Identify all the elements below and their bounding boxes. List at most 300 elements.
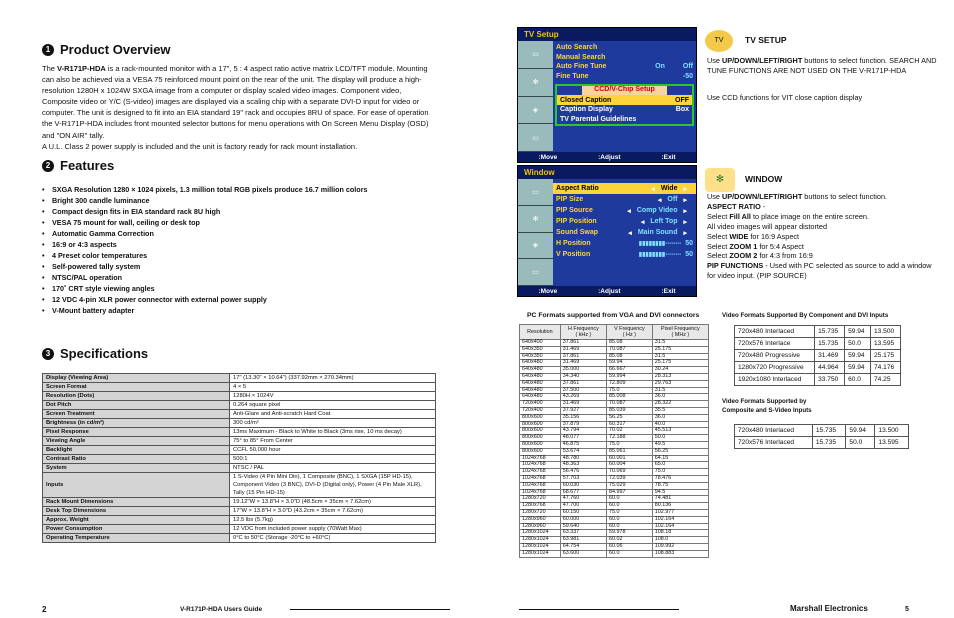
table-row bbox=[43, 437, 436, 446]
section-title: Product Overview bbox=[60, 42, 171, 57]
table-cell: 109.992 bbox=[652, 543, 708, 550]
table-cell: 47.700 bbox=[560, 503, 606, 510]
feature-item: • 170˚ CRT style viewing angles bbox=[42, 283, 442, 294]
table-cell: 44.964 bbox=[815, 362, 845, 374]
spec-value: 1280H × 1024V bbox=[230, 392, 436, 401]
spec-label: Screen Format bbox=[43, 383, 230, 392]
table-cell: 70.087 bbox=[606, 401, 652, 408]
spec-value: 0.264 square pixel bbox=[230, 401, 436, 410]
table-cell: 75.0 bbox=[606, 509, 652, 516]
menu-label: Auto Fine Tune bbox=[556, 63, 607, 71]
table-cell: 60.0 bbox=[845, 374, 871, 386]
table-cell: 56.25 bbox=[652, 448, 708, 455]
spec-value: 0°C to 50°C (Storage -20°C to +60°C) bbox=[230, 534, 436, 543]
table-cell: 85.08 bbox=[606, 340, 652, 347]
table-row bbox=[43, 473, 436, 498]
table-cell: 1280x1024 bbox=[520, 537, 561, 544]
column-header: H Frequency ( kHz ) bbox=[560, 325, 606, 340]
column-header: Resolution bbox=[520, 325, 561, 340]
table-cell: 37.879 bbox=[560, 421, 606, 428]
menu-row bbox=[557, 105, 692, 115]
table-cell: 1024x768 bbox=[520, 475, 561, 482]
tv-setup-text: Use UP/DOWN/LEFT/RIGHT buttons to select function. SEARCH AND TUNE FUNCTIONS ARE NOT USED ON THE V-R171P-HDA bbox=[707, 56, 937, 75]
menu-value: OFF bbox=[675, 96, 689, 104]
window-heading: WINDOW bbox=[745, 174, 783, 184]
table-cell: 60.0 bbox=[606, 523, 652, 530]
footer-hint: :Adjust bbox=[598, 288, 621, 295]
arrow-left-icon: ◂ bbox=[640, 218, 645, 226]
specifications-table bbox=[42, 373, 436, 543]
table-cell: 1280x720 Progressive bbox=[735, 362, 815, 374]
table-row bbox=[520, 482, 709, 489]
table-cell: 72.039 bbox=[606, 475, 652, 482]
menu-value: Off bbox=[682, 63, 693, 71]
table-cell: 45.513 bbox=[652, 428, 708, 435]
spec-value: 17"W × 13.8"H × 3.0"D (43.2cm × 35cm × 7.62cm) bbox=[230, 507, 436, 516]
menu-label: Fine Tune bbox=[556, 73, 589, 81]
table-cell: 13.500 bbox=[875, 425, 909, 437]
table-row bbox=[735, 326, 901, 338]
table-cell: 70.02 bbox=[606, 428, 652, 435]
table-cell: 60.02 bbox=[606, 537, 652, 544]
spec-label: System bbox=[43, 464, 230, 473]
menu-row bbox=[553, 205, 696, 216]
section-product-overview bbox=[42, 42, 171, 57]
table-cell: 640x480 bbox=[520, 387, 561, 394]
spec-value: 19.12"W × 13.8"H × 3.0"D (48.5cm × 35cm × 7.62cm) bbox=[230, 498, 436, 507]
table-cell: 64.15 bbox=[652, 455, 708, 462]
table-cell: 1024x768 bbox=[520, 455, 561, 462]
table-cell: 640x480 bbox=[520, 373, 561, 380]
footer-rule bbox=[290, 609, 450, 610]
table-cell: 60.06 bbox=[606, 543, 652, 550]
table-cell: 800x600 bbox=[520, 421, 561, 428]
table-cell: 46.875 bbox=[560, 441, 606, 448]
table-cell: 59.94 bbox=[845, 350, 871, 362]
tv-icon: ▭ bbox=[518, 124, 553, 152]
menu-value: On bbox=[655, 63, 665, 71]
table-cell: 40.0 bbox=[652, 421, 708, 428]
table-cell: 75.0 bbox=[652, 469, 708, 476]
table-row bbox=[43, 498, 436, 507]
feature-item: • Bright 300 candle luminance bbox=[42, 195, 442, 206]
table-row bbox=[43, 464, 436, 473]
table-cell: 1024x768 bbox=[520, 489, 561, 496]
table-cell: 13.595 bbox=[871, 338, 901, 350]
table-cell: 59.94 bbox=[845, 362, 871, 374]
table-cell: 1280x720 bbox=[520, 496, 561, 503]
table-cell: 72.809 bbox=[606, 380, 652, 387]
spec-label: Backlight bbox=[43, 446, 230, 455]
menu-row bbox=[553, 43, 696, 53]
menu-value: 50 bbox=[685, 251, 693, 258]
menu-icon-column bbox=[518, 179, 553, 286]
table-cell: 66.667 bbox=[606, 367, 652, 374]
arrow-left-icon: ◂ bbox=[651, 185, 655, 193]
menu-row bbox=[553, 194, 696, 205]
table-row bbox=[520, 516, 709, 523]
table-cell: 1280x768 bbox=[520, 503, 561, 510]
table-cell: 13.595 bbox=[875, 437, 909, 449]
table-cell: 74.176 bbox=[871, 362, 901, 374]
features-list bbox=[42, 184, 442, 316]
table-row bbox=[43, 507, 436, 516]
spec-label: Operating Temperature bbox=[43, 534, 230, 543]
table-cell: 75.0 bbox=[606, 441, 652, 448]
table-row bbox=[735, 350, 901, 362]
spec-value: Anti-Glare and Anti-scratch Hard Coat bbox=[230, 410, 436, 419]
spec-value: CCFL 50,000 hour bbox=[230, 446, 436, 455]
table-cell: 25.175 bbox=[871, 350, 901, 362]
table-cell: 50.0 bbox=[845, 338, 871, 350]
feature-item: • Compact design fits in EIA standard rack 8U high bbox=[42, 206, 442, 217]
table-cell: 720x480 Interlaced bbox=[735, 326, 815, 338]
table-cell: 63.337 bbox=[560, 530, 606, 537]
spec-label: Dot Pitch bbox=[43, 401, 230, 410]
menu-value: Comp Video bbox=[636, 207, 678, 214]
menu-value: Main Sound bbox=[637, 229, 678, 236]
table-cell: 25.175 bbox=[652, 346, 708, 353]
spec-label: Desk Top Dimensions bbox=[43, 507, 230, 516]
table-row bbox=[520, 550, 709, 557]
column-header: V Frequency ( Hz ) bbox=[606, 325, 652, 340]
table-cell: 60.000 bbox=[560, 516, 606, 523]
feature-item: • VESA 75 mount for wall, ceiling or desk top bbox=[42, 217, 442, 228]
table-cell: 720x400 bbox=[520, 401, 561, 408]
table-row bbox=[43, 428, 436, 437]
menu-value: Off bbox=[667, 196, 678, 203]
section-title: Specifications bbox=[60, 346, 149, 361]
table-cell: 36.0 bbox=[652, 394, 708, 401]
table-cell: 800x600 bbox=[520, 428, 561, 435]
arrow-left-icon: ◂ bbox=[628, 229, 632, 237]
table-row bbox=[735, 362, 901, 374]
table-cell: 800x600 bbox=[520, 441, 561, 448]
menu-value: Box bbox=[675, 106, 689, 114]
footer-hint: :Move bbox=[538, 288, 558, 295]
spec-value: 13ms Maximum - Black to White to Black (3ms rise, 10 ms decay) bbox=[230, 428, 436, 437]
menu-row bbox=[553, 216, 696, 227]
table-cell: 13.500 bbox=[871, 326, 901, 338]
table-cell: 59.94 bbox=[846, 425, 875, 437]
table-cell: 50.0 bbox=[652, 435, 708, 442]
table-cell: 800x600 bbox=[520, 414, 561, 421]
window-text: Use UP/DOWN/LEFT/RIGHT buttons to select function. ASPECT RATIO - Select Fill All to place image on the entire screen. All video images will appear distorted Select WIDE for 16:9 Aspect Select ZOOM 1 for 5:4 Aspect Select ZOOM 2 for 4:3 from 16:9 PIP FUNCTIONS - Used with PC selected as source to add a window for video input. (PIP SOURCE) bbox=[707, 192, 932, 281]
window-screen bbox=[517, 165, 697, 297]
table-row bbox=[43, 374, 436, 383]
table-cell: 640x480 bbox=[520, 380, 561, 387]
settings-icon: ◈ bbox=[518, 97, 553, 125]
table-cell: 60.317 bbox=[606, 421, 652, 428]
tv-setup-screen bbox=[517, 27, 697, 163]
table-cell: 35.156 bbox=[560, 414, 606, 421]
column-header: Pixel Frequency ( MHz ) bbox=[652, 325, 708, 340]
tv-icon: ▭ bbox=[518, 179, 553, 206]
table-cell: 43.794 bbox=[560, 428, 606, 435]
table-cell: 28.322 bbox=[652, 401, 708, 408]
table-cell: 60.004 bbox=[606, 462, 652, 469]
table-cell: 1280x1024 bbox=[520, 550, 561, 557]
table-cell: 1280x1024 bbox=[520, 543, 561, 550]
menu-row bbox=[557, 95, 692, 105]
feature-item: • Automatic Gamma Correction bbox=[42, 228, 442, 239]
table-row bbox=[43, 383, 436, 392]
table-cell: 53.674 bbox=[560, 448, 606, 455]
spec-value: 12 VDC from included power supply (70Watt Max) bbox=[230, 525, 436, 534]
table-cell: 65.0 bbox=[652, 462, 708, 469]
table-cell: 1024x768 bbox=[520, 462, 561, 469]
menu-row bbox=[557, 115, 692, 125]
spec-value: 12.5 lbs (5.7kg) bbox=[230, 516, 436, 525]
feature-item: • 16:9 or 4:3 aspects bbox=[42, 239, 442, 250]
spec-value: NTSC / PAL bbox=[230, 464, 436, 473]
table-cell: 102.977 bbox=[652, 509, 708, 516]
arrow-left-icon: ◂ bbox=[657, 196, 662, 204]
table-cell: 48.077 bbox=[560, 435, 606, 442]
menu-row bbox=[553, 72, 696, 82]
table-cell: 31.5 bbox=[652, 340, 708, 347]
table-cell: 1280x1024 bbox=[520, 530, 561, 537]
pc-formats-table bbox=[519, 324, 709, 558]
menu-label: Sound Swap bbox=[556, 229, 598, 236]
table-row bbox=[43, 401, 436, 410]
spec-label: Approx. Weight bbox=[43, 516, 230, 525]
table-cell: 15.735 bbox=[815, 338, 845, 350]
screen-footer bbox=[518, 286, 696, 297]
table-cell: 74.25 bbox=[871, 374, 901, 386]
guide-title: V-R171P-HDA Users Guide bbox=[180, 606, 263, 613]
menu-label: PIP Source bbox=[556, 207, 593, 214]
menu-label: PIP Size bbox=[556, 196, 584, 203]
table-cell: 34.340 bbox=[560, 373, 606, 380]
table-cell: 68.677 bbox=[560, 489, 606, 496]
table-row bbox=[735, 425, 909, 437]
screen-title: Window bbox=[518, 166, 696, 179]
page-number-left: 2 bbox=[42, 605, 47, 614]
table-cell: 28.313 bbox=[652, 373, 708, 380]
palm-tree-icon: ✻ bbox=[518, 69, 553, 97]
table-cell: 70.087 bbox=[606, 346, 652, 353]
section-specifications bbox=[42, 346, 148, 361]
table-cell: 102.164 bbox=[652, 516, 708, 523]
menu-row bbox=[553, 62, 696, 72]
table-cell: 37.861 bbox=[560, 380, 606, 387]
table-row bbox=[43, 455, 436, 464]
section-title: Features bbox=[60, 158, 115, 173]
table-cell: 37.500 bbox=[560, 387, 606, 394]
table-cell: 56.25 bbox=[606, 414, 652, 421]
table-cell: 1280x720 bbox=[520, 509, 561, 516]
spec-value: 300 cd/m² bbox=[230, 419, 436, 428]
table-cell: 60.0 bbox=[606, 496, 652, 503]
footer-hint: :Move bbox=[538, 154, 558, 161]
tv-icon: TV bbox=[705, 30, 733, 52]
table-cell: 720x480 Progressive bbox=[735, 350, 815, 362]
table-row bbox=[43, 516, 436, 525]
section-number: 3 bbox=[42, 348, 54, 360]
table-cell: 108.883 bbox=[652, 550, 708, 557]
section-number: 1 bbox=[42, 44, 54, 56]
table-cell: 640x350 bbox=[520, 353, 561, 360]
table-cell: 64.754 bbox=[560, 543, 606, 550]
table-cell: 640x480 bbox=[520, 367, 561, 374]
feature-item: • SXGA Resolution 1280 × 1024 pixels, 1.3 million total RGB pixels produce 16.7 million colors bbox=[42, 184, 442, 195]
table-cell: 1920x1080 Interlaced bbox=[735, 374, 815, 386]
table-cell: 720x576 Interlaced bbox=[735, 437, 813, 449]
palm-tree-icon: ✻ bbox=[518, 206, 553, 233]
feature-item: • 4 Preset color temperatures bbox=[42, 250, 442, 261]
table-cell: 35.5 bbox=[652, 407, 708, 414]
pc-formats-title: PC Formats supported from VGA and DVI connectors bbox=[527, 312, 700, 319]
brand-name: Marshall Electronics bbox=[790, 604, 868, 613]
spec-label: Brightness (in cd/m²) bbox=[43, 419, 230, 428]
menu-label: Auto Search bbox=[556, 44, 598, 52]
table-cell: 84.997 bbox=[606, 489, 652, 496]
table-cell: 31.469 bbox=[560, 360, 606, 367]
footer-hint: :Exit bbox=[661, 288, 676, 295]
table-row bbox=[735, 374, 901, 386]
table-cell: 640x480 bbox=[520, 360, 561, 367]
table-cell: 59.994 bbox=[606, 373, 652, 380]
video-formats-title: Video Formats Supported By Component and DVI Inputs bbox=[722, 312, 889, 319]
table-cell: 60.0 bbox=[606, 550, 652, 557]
table-cell: 85.08 bbox=[606, 353, 652, 360]
table-cell: 48.780 bbox=[560, 455, 606, 462]
arrow-right-icon: ▸ bbox=[683, 196, 687, 204]
table-cell: 720x480 Interlaced bbox=[735, 425, 813, 437]
component-dvi-formats-table bbox=[734, 325, 901, 386]
feature-item: • 12 VDC 4-pin XLR power connector with external power supply bbox=[42, 294, 442, 305]
table-cell: 60.030 bbox=[560, 482, 606, 489]
table-cell: 70.069 bbox=[606, 469, 652, 476]
table-cell: 50.0 bbox=[846, 437, 875, 449]
table-row bbox=[735, 437, 909, 449]
table-cell: 37.927 bbox=[560, 407, 606, 414]
table-cell: 78.476 bbox=[652, 475, 708, 482]
table-cell: 36.0 bbox=[652, 414, 708, 421]
level-bar: ▮▮▮▮▮▮▮▮-------- bbox=[638, 241, 682, 247]
tv-icon: ▭ bbox=[518, 259, 553, 286]
table-cell: 15.735 bbox=[812, 437, 846, 449]
table-cell: 102.164 bbox=[652, 523, 708, 530]
spec-value: 75° to 85° From Center bbox=[230, 437, 436, 446]
table-cell: 37.861 bbox=[560, 340, 606, 347]
menu-label: V Position bbox=[556, 251, 591, 258]
table-cell: 31.469 bbox=[560, 401, 606, 408]
menu-row bbox=[553, 227, 696, 238]
table-cell: 720x576 Interlace bbox=[735, 338, 815, 350]
table-row bbox=[43, 419, 436, 428]
table-cell: 800x600 bbox=[520, 448, 561, 455]
menu-label: Aspect Ratio bbox=[556, 185, 599, 192]
level-bar: ▮▮▮▮▮▮▮▮-------- bbox=[638, 252, 682, 258]
spec-label: Resolution (Dots) bbox=[43, 392, 230, 401]
arrow-right-icon: ▸ bbox=[683, 229, 687, 237]
table-cell: 15.735 bbox=[815, 326, 845, 338]
section-number: 2 bbox=[42, 160, 54, 172]
arrow-right-icon: ▸ bbox=[683, 207, 687, 215]
table-cell: 49.5 bbox=[652, 441, 708, 448]
menu-row bbox=[553, 249, 696, 260]
table-cell: 31.5 bbox=[652, 387, 708, 394]
table-cell: 25.175 bbox=[652, 360, 708, 367]
ccd-title: CCD/V-Chip Setup bbox=[582, 86, 667, 95]
arrow-right-icon: ▸ bbox=[683, 218, 687, 226]
table-cell: 85.061 bbox=[606, 448, 652, 455]
arrow-left-icon: ◂ bbox=[627, 207, 631, 215]
spec-label: Power Consumption bbox=[43, 525, 230, 534]
menu-value: Left Top bbox=[650, 218, 678, 225]
footer-hint: :Adjust bbox=[598, 154, 621, 161]
tv-setup-heading: TV SETUP bbox=[745, 35, 787, 45]
table-row bbox=[735, 338, 901, 350]
table-cell: 75.0 bbox=[606, 387, 652, 394]
table-cell: 31.469 bbox=[815, 350, 845, 362]
table-cell: 33.750 bbox=[815, 374, 845, 386]
spec-value: 1 S-Video (4 Pin Mini Din), 1 Composite (BNC), 1 SXGA (15P HD-15), Component Video (3 BNC), DVI-D (Digital only), Power (4 Pin Male XLR), Tally (15 Pin HD-15) bbox=[230, 473, 436, 498]
menu-label: Caption Display bbox=[560, 106, 613, 114]
menu-value: 50 bbox=[685, 240, 693, 247]
table-cell: 108.0 bbox=[652, 537, 708, 544]
settings-icon: ◈ bbox=[518, 233, 553, 260]
spec-value: 500:1 bbox=[230, 455, 436, 464]
table-cell: 43.269 bbox=[560, 394, 606, 401]
composite-svideo-formats-table bbox=[734, 424, 909, 449]
page-number-right: 5 bbox=[905, 606, 909, 613]
table-row bbox=[43, 525, 436, 534]
spec-label: Display (Viewing Area) bbox=[43, 374, 230, 383]
table-cell: 85.039 bbox=[606, 407, 652, 414]
screen-title: TV Setup bbox=[518, 28, 696, 41]
table-cell: 74.481 bbox=[652, 496, 708, 503]
tv-icon: ▭ bbox=[518, 41, 553, 69]
table-cell: 1024x768 bbox=[520, 482, 561, 489]
table-cell: 60.001 bbox=[606, 455, 652, 462]
menu-row bbox=[553, 183, 696, 194]
overview-paragraph: The V-R171P-HDA is a rack-mounted monitor with a 17", 5 : 4 aspect ratio active matrix LCD/TFT module. Mounting can also be achieved via a VESA 75 reinforced mount point on the rear of the unit. The display will produce a high-resolution 1280H x 1024W SXGA image from a computer or display scaled video images. Component video, Composite video or Y/C (S-video) images are displayed via a scaling chip with a separate DVI-D input for video or computer. The unit is designed to fit into an EIA standard 19" rack and occupies 8RU of space. For ease of operation the V-R171P-HDA includes front mounted selector buttons for menu operations with On Screen Menu Display (OSD) and "ON AIR" tally. A U.L. Class 2 power supply is included and the unit is factory ready for rack mount installation. bbox=[42, 64, 429, 151]
menu-row bbox=[553, 53, 696, 63]
arrow-right-icon: ▸ bbox=[683, 185, 687, 193]
table-cell: 63.981 bbox=[560, 537, 606, 544]
table-cell: 72.188 bbox=[606, 435, 652, 442]
table-cell: 78.75 bbox=[652, 482, 708, 489]
palm-tree-icon: ✻ bbox=[705, 168, 735, 192]
table-cell: 31.469 bbox=[560, 346, 606, 353]
spec-label: Viewing Angle bbox=[43, 437, 230, 446]
feature-item: • V-Mount battery adapter bbox=[42, 305, 442, 316]
table-cell: 800x600 bbox=[520, 435, 561, 442]
table-cell: 37.861 bbox=[560, 353, 606, 360]
spec-label: Inputs bbox=[43, 473, 230, 498]
spec-label: Rack Mount Dimensions bbox=[43, 498, 230, 507]
table-cell: 59.640 bbox=[560, 523, 606, 530]
table-cell: 35.000 bbox=[560, 367, 606, 374]
spec-label: Contrast Ratio bbox=[43, 455, 230, 464]
footer-rule bbox=[519, 609, 679, 610]
table-cell: 59.94 bbox=[606, 360, 652, 367]
spec-label: Screen Treatment bbox=[43, 410, 230, 419]
table-cell: 63.600 bbox=[560, 550, 606, 557]
table-cell: 59.978 bbox=[606, 530, 652, 537]
table-cell: 60.0 bbox=[606, 503, 652, 510]
table-row bbox=[43, 410, 436, 419]
table-row bbox=[43, 446, 436, 455]
table-cell: 108.18 bbox=[652, 530, 708, 537]
video-formats-title-2: Video Formats Supported by Composite and S-Video Inputs bbox=[722, 398, 812, 414]
menu-label: Closed Caption bbox=[560, 96, 612, 104]
table-cell: 75.029 bbox=[606, 482, 652, 489]
feature-item: • Self-powered tally system bbox=[42, 261, 442, 272]
